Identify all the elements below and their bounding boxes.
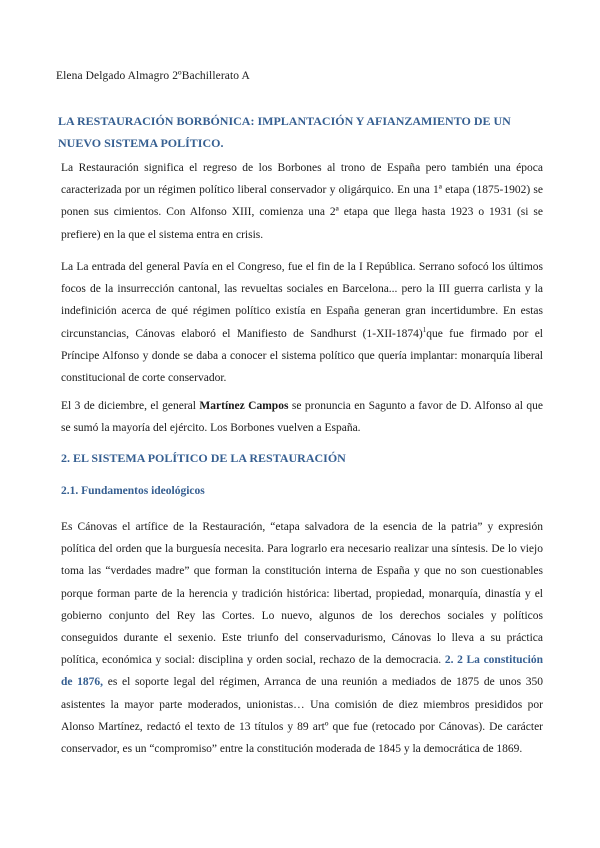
paragraph-sandhurst xyxy=(61,256,543,389)
paragraph-sagunto-text-1: El 3 de diciembre, el general xyxy=(61,400,200,412)
paragraph-intro: La Restauración significa el regreso de los Borbones al trono de España pero también una época caracterizada por un régimen político liberal conservador y oligárquico. En una 1ª etapa (1875-1902) se ponen sus cimientos. Con Alfonso XIII, comienza una 2ª etapa que llega hasta 1923 o 1931 (si se prefiere) en la que el sistema entra en crisis. xyxy=(61,162,543,241)
inline-heading-2-2: 2. 2 La constitución de 1876, xyxy=(61,654,543,689)
paragraph-fundamentos-text-2: es el soporte legal del régimen, Arranca de una reunión a mediados de 1875 de unos 350 asistentes la mayor parte moderados, unionistas… Una comisión de diez miembros presididos por Alonso Martínez, redactó el texto de 13 títulos y 89 artº que fue (retocado por Cánovas). De carácter conservador, es un “compromiso” entre la constitución moderada de 1845 y la democrática de 1869. xyxy=(61,676,543,756)
paragraph-fundamentos-text-1: Es Cánovas el artífice de la Restauración, “etapa salvadora de la esencia de la patria” y expresión política del orden que la burguesía necesita. Para lograrlo era necesario realizar una síntesis. De lo viejo toma las “verdades madre” que forman la constitución interna de España y que no son cuestionables porque forman parte de la herencia y tradición histórica: libertad, propiedad, monarquía, dinastía y el gobierno conjunto del Rey las Cortes. Lo nuevo, algunos de los derechos sociales y políticos conseguidos durante el sexenio. Este triunfo del conservadurismo, Cánovas lo lleva a su práctica política, económica y social: disciplina y orden social, rechazo de la democracia. xyxy=(61,521,543,667)
section-heading-2-1: 2.1. Fundamentos ideológicos xyxy=(61,485,205,497)
paragraph-sagunto-text-2: se pronuncia en Sagunto a favor de D. Alfonso al que se sumó la mayoría del ejército. Los Borbones vuelven a España. xyxy=(61,400,544,435)
martinez-campos-bold: Martínez Campos xyxy=(199,400,289,412)
author-line: Elena Delgado Almagro 2ºBachillerato A xyxy=(56,70,250,82)
footnote-marker: 1 xyxy=(422,325,427,334)
title-line-2: NUEVO SISTEMA POLÍTICO. xyxy=(58,136,224,150)
title-line-1: LA RESTAURACIÓN BORBÓNICA: IMPLANTACIÓN Y AFIANZAMIENTO DE UN xyxy=(58,114,511,128)
paragraph-sandhurst-text-1: La La entrada del general Pavía en el Congreso, fue el fin de la I República. Serrano sofocó los últimos focos de la insurrección cantonal, las revueltas sociales en Barcelona... pero la III guerra carlista y la indefinición acerca de qué régimen político existía en España generan gran incertidumbre. En estas circunstancias, Cánovas elaboró el Manifiesto de Sandhurst (1-XII-1874) xyxy=(61,261,543,340)
paragraph-sagunto xyxy=(61,395,543,439)
paragraph-fundamentos xyxy=(61,516,543,760)
section-heading-2: 2. EL SISTEMA POLÍTICO DE LA RESTAURACIÓN xyxy=(61,451,346,465)
document-title xyxy=(58,110,538,154)
paragraph-sandhurst-text-2: que fue firmado por el Príncipe Alfonso y donde se daba a conocer el sistema político que quería implantar: monarquía liberal constitucional de corte conservador. xyxy=(61,327,544,385)
